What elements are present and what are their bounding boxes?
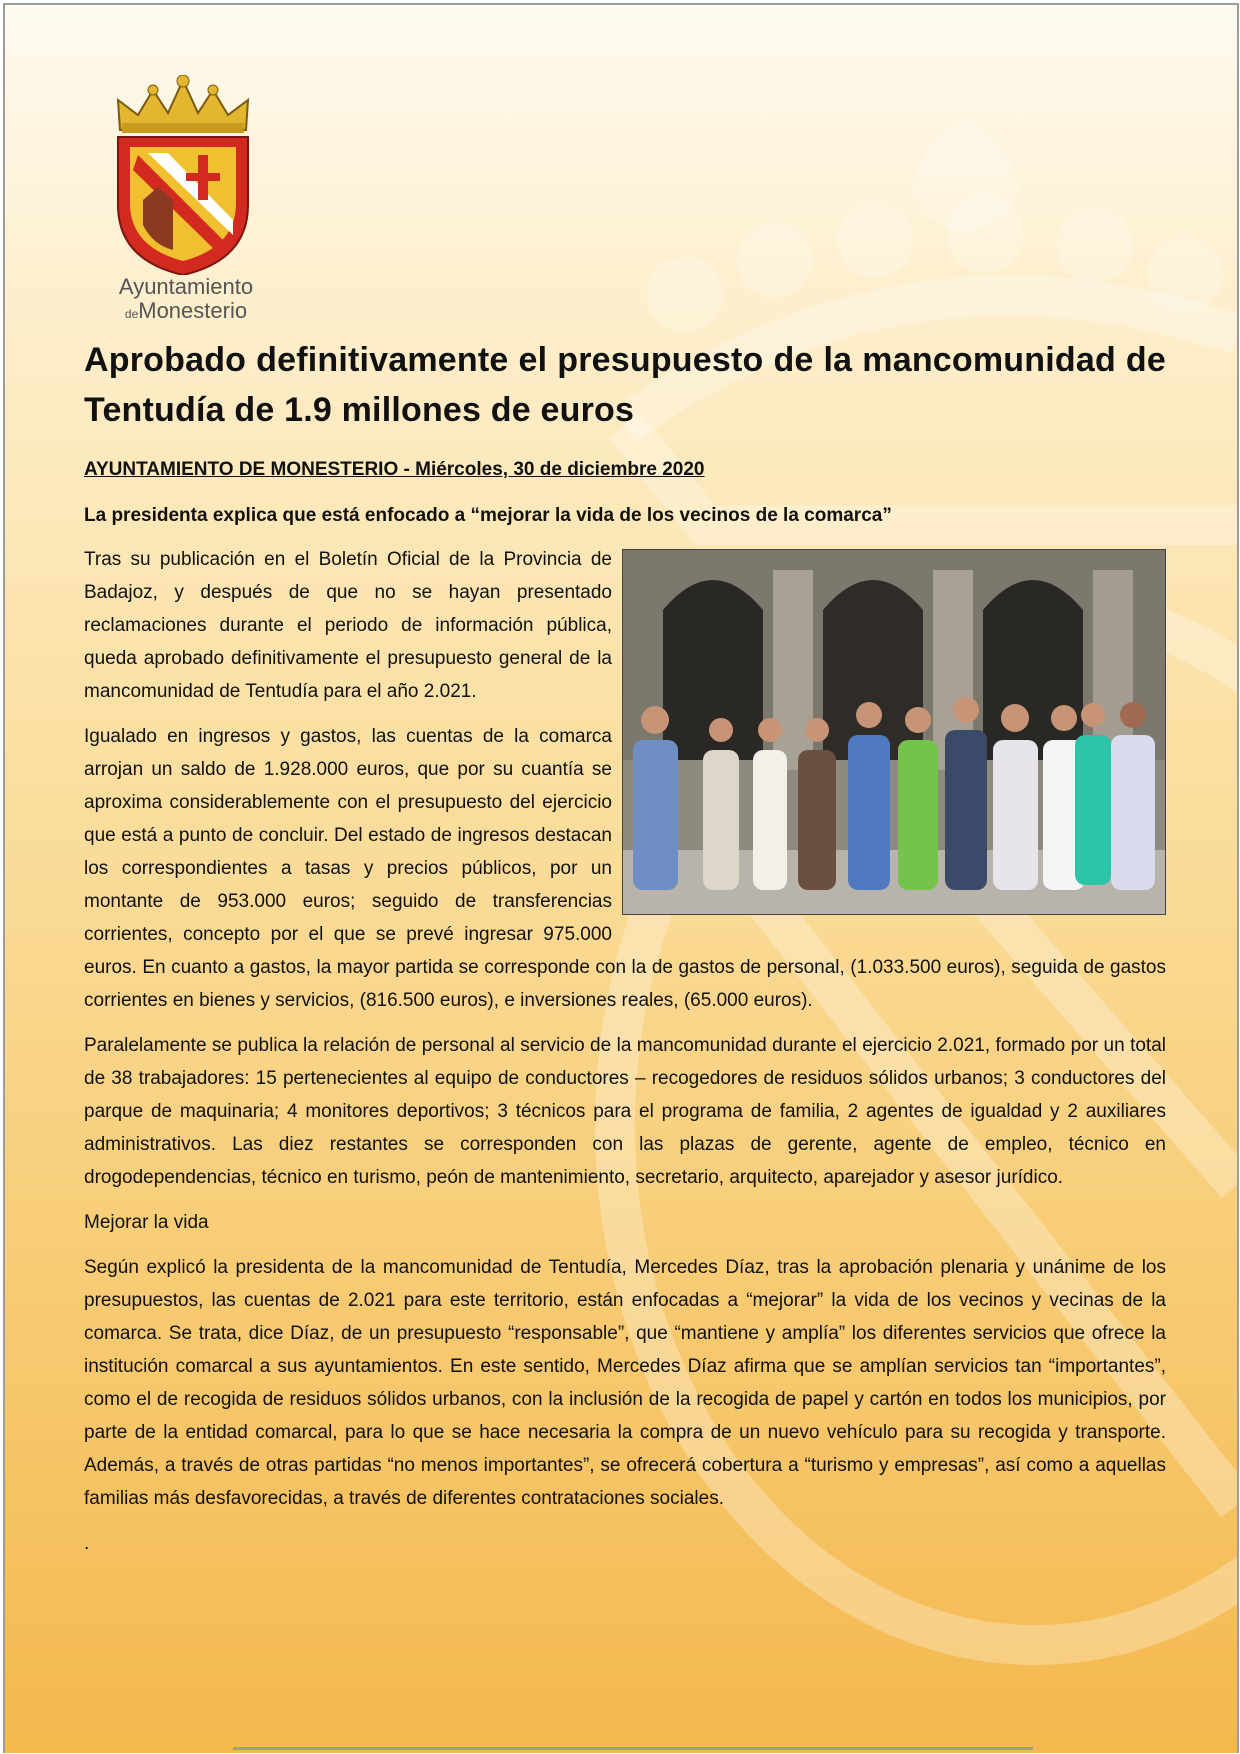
article-body bbox=[84, 543, 1166, 1560]
paragraph-3: Paralelamente se publica la relación de personal al servicio de la mancomunidad durante el ejercicio 2.021, formado por un total de 38 trabajadores: 15 pertenecientes al equipo de conductores – recogedores de residuos sólidos urbanos; 3 conductores del parque de maquinaria; 4 monitores deportivos; 3 técnicos para el programa de familia, 2 agentes de igualdad y 2 auxiliares administrativos. Las diez restantes se corresponden con las plazas de gerente, agente de empleo, técnico en drogodependencias, técnico en turismo, peón de mantenimiento, secretario, arquitecto, aparejador y asesor jurídico. bbox=[84, 1035, 1166, 1188]
shield-icon bbox=[118, 137, 248, 275]
article bbox=[84, 335, 1166, 1572]
crown-icon bbox=[118, 75, 248, 133]
paragraph-1: Tras su publicación en el Boletín Oficial de la Provincia de Badajoz, y después de que no se hayan presentado reclamaciones durante el periodo de información pública, queda aprobado definitivamente el presupuesto general de la mancomunidad de Tentudía para el año 2.021. bbox=[84, 549, 612, 702]
paragraph-end-dot: . bbox=[84, 1533, 90, 1554]
paragraph-4: Según explicó la presidenta de la mancomunidad de Tentudía, Mercedes Díaz, tras la aprobación plenaria y unánime de los presupuestos, las cuentas de 2.021 para este territorio, están enfocadas a “mejorar” la vida de los vecinos y vecinas de la comarca. Se trata, dice Díaz, de un presupuesto “responsable”, que “mantiene y amplía” los diferentes servicios que ofrece la institución comarcal a sus ayuntamientos. En este sentido, Mercedes Díaz afirma que se amplían servicios tan “importantes”, como el de recogida de residuos sólidos urbanos, con la inclusión de la recogida de papel y cartón en todos los municipios, por parte de la entidad comarcal, para lo que se hace necesaria la compra de un nuevo vehículo para su recogida y transporte. Además, a través de otras partidas “no menos importantes”, se ofrecerá cobertura a “turismo y empresas”, así como a aquellas familias más desfavorecidas, a través de diferentes contrataciones sociales. bbox=[84, 1257, 1166, 1509]
logo-line-1: Ayuntamiento bbox=[118, 274, 254, 299]
article-subhead: La presidenta explica que está enfocado a “mejorar la vida de los vecinos de la comarca” bbox=[84, 505, 892, 526]
paragraph-2: Igualado en ingresos y gastos, las cuentas de la comarca arrojan un saldo de 1.928.000 euros, que por su cuantía se aproxima considerablemente con el presupuesto del ejercicio que está a punto de concluir. Del estado de ingresos destacan los correspondientes a tasas y precios públicos, por un montante de 953.000 euros; seguido de transferencias corrientes, concepto por el que se prevé ingresar 975.000 euros. En cuanto a gastos, la mayor partida se corresponde con la de gastos de personal, (1.033.500 euros), seguida de gastos corrientes en bienes y servicios, (816.500 euros), e inversiones reales, (65.000 euros). bbox=[84, 726, 1166, 1011]
logo-de: de bbox=[124, 307, 139, 321]
logo-text bbox=[101, 275, 271, 326]
footer-divider bbox=[233, 1747, 1033, 1750]
article-title: Aprobado definitivamente el presupuesto de la mancomunidad de Tentudía de 1.9 millones de euros bbox=[84, 341, 1166, 429]
group-photo bbox=[622, 549, 1166, 915]
logo-monesterio: Monesterio bbox=[138, 298, 248, 323]
logo-line-2 bbox=[101, 299, 271, 326]
section-heading-mejorar: Mejorar la vida bbox=[84, 1212, 209, 1233]
group-photo-image bbox=[623, 550, 1165, 914]
article-dateline: AYUNTAMIENTO DE MONESTERIO - Miércoles, 30 de diciembre 2020 bbox=[84, 459, 705, 480]
document-page bbox=[3, 3, 1239, 1753]
ayuntamiento-logo bbox=[108, 75, 258, 275]
